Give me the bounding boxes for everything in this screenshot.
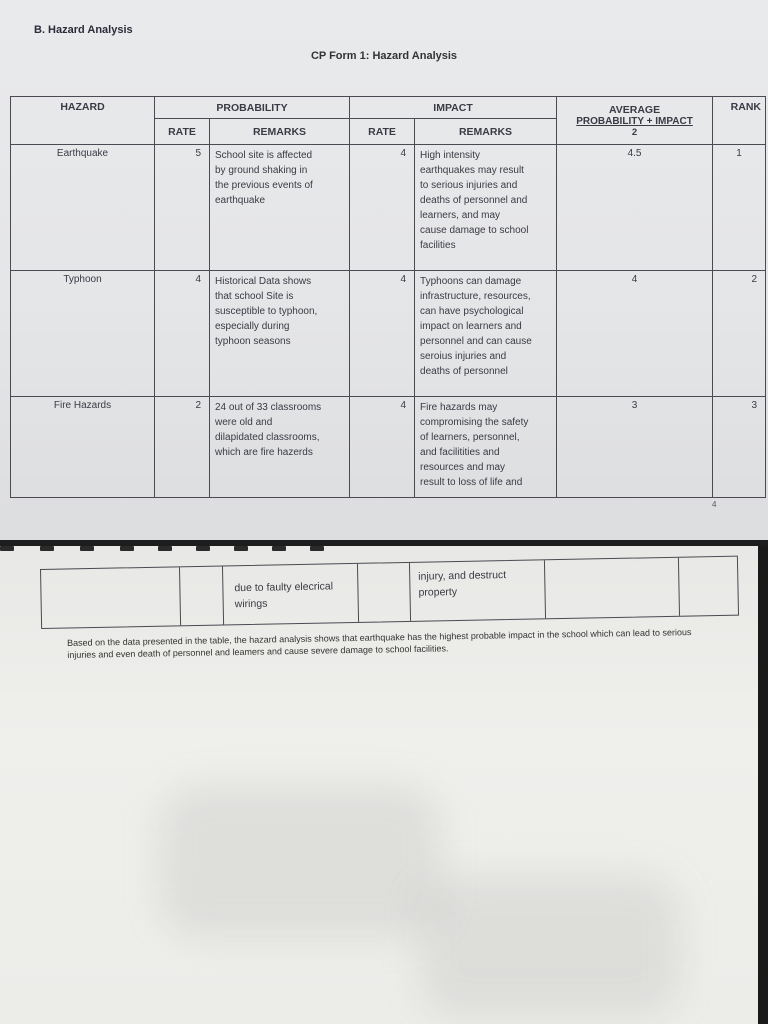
probability-remarks: 24 out of 33 classrooms were old and dilapidated classrooms, which are fire hazerds bbox=[210, 397, 350, 498]
table-row bbox=[11, 397, 766, 498]
header-prob-rate: RATE bbox=[155, 119, 210, 145]
header-hazard: HAZARD bbox=[11, 97, 155, 145]
impact-rate: 4 bbox=[350, 145, 415, 271]
table-row bbox=[11, 271, 766, 397]
probability-remarks: Historical Data shows that school Site is susceptible to typhoon, especially during typhoon seasons bbox=[210, 271, 350, 397]
impact-rate: 4 bbox=[350, 397, 415, 498]
probability-rate: 2 bbox=[155, 397, 210, 498]
table-column-line bbox=[222, 566, 224, 624]
hazard-name: Typhoon bbox=[11, 271, 155, 397]
header-rank: RANK bbox=[713, 97, 766, 145]
header-prob-remarks: REMARKS bbox=[210, 119, 350, 145]
table-column-line bbox=[544, 560, 546, 618]
header-average-line1: AVERAGE bbox=[608, 103, 661, 116]
binding-holes bbox=[0, 546, 768, 556]
hazard-name: Earthquake bbox=[11, 145, 155, 271]
header-impact-rate: RATE bbox=[350, 119, 415, 145]
document-page-2 bbox=[0, 546, 768, 1024]
table-column-line bbox=[179, 567, 181, 625]
continued-table bbox=[40, 556, 739, 629]
form-title: CP Form 1: Hazard Analysis bbox=[310, 50, 458, 62]
rank-value: 3 bbox=[713, 397, 766, 498]
hazard-analysis-table bbox=[10, 96, 766, 498]
average-value: 4 bbox=[557, 271, 713, 397]
average-value: 3 bbox=[557, 397, 713, 498]
hazard-name: Fire Hazards bbox=[11, 397, 155, 498]
rank-value: 2 bbox=[713, 271, 766, 397]
impact-remarks: High intensity earthquakes may result to serious injuries and deaths of personnel and learners, and may cause damage to school facilities bbox=[415, 145, 557, 271]
table-column-line bbox=[678, 558, 680, 616]
continued-probability-remarks: due to faulty elecrical wirings bbox=[234, 580, 334, 611]
table-column-line bbox=[357, 564, 359, 622]
probability-rate: 5 bbox=[155, 145, 210, 271]
continued-impact-remarks: injury, and destruct property bbox=[418, 569, 507, 599]
table-row bbox=[11, 145, 766, 271]
header-impact-remarks: REMARKS bbox=[415, 119, 557, 145]
page-edge-shadow bbox=[758, 546, 768, 1024]
shadow-blob bbox=[420, 876, 680, 1016]
shadow-blob bbox=[160, 786, 440, 936]
average-value: 4.5 bbox=[557, 145, 713, 271]
impact-rate: 4 bbox=[350, 271, 415, 397]
header-average-formula: PROBABILITY + IMPACT bbox=[576, 115, 693, 127]
header-average-divisor: 2 bbox=[631, 126, 638, 138]
rank-value: 1 bbox=[713, 145, 766, 271]
header-probability: PROBABILITY bbox=[155, 97, 350, 119]
impact-remarks: Fire hazards may compromising the safety of learners, personnel, and facilitities and resources and may result to loss of life and bbox=[415, 397, 557, 498]
section-heading: B. Hazard Analysis bbox=[34, 24, 133, 36]
page-number: 4 bbox=[712, 500, 717, 509]
header-average bbox=[557, 97, 713, 145]
impact-remarks: Typhoons can damage infrastructure, resources, can have psychological impact on learners and personnel and can cause seroius injuries and deaths of personnel bbox=[415, 271, 557, 397]
header-impact: IMPACT bbox=[350, 97, 557, 119]
summary-paragraph: Based on the data presented in the table, the hazard analysis shows that earthquake has the highest probable impact in the school which can lead to serious injuries and even death of personnel and leamers and cause severe damage to school facilities. bbox=[67, 627, 692, 660]
probability-remarks: School site is affected by ground shaking in the previous events of earthquake bbox=[210, 145, 350, 271]
table-column-line bbox=[409, 563, 411, 621]
probability-rate: 4 bbox=[155, 271, 210, 397]
